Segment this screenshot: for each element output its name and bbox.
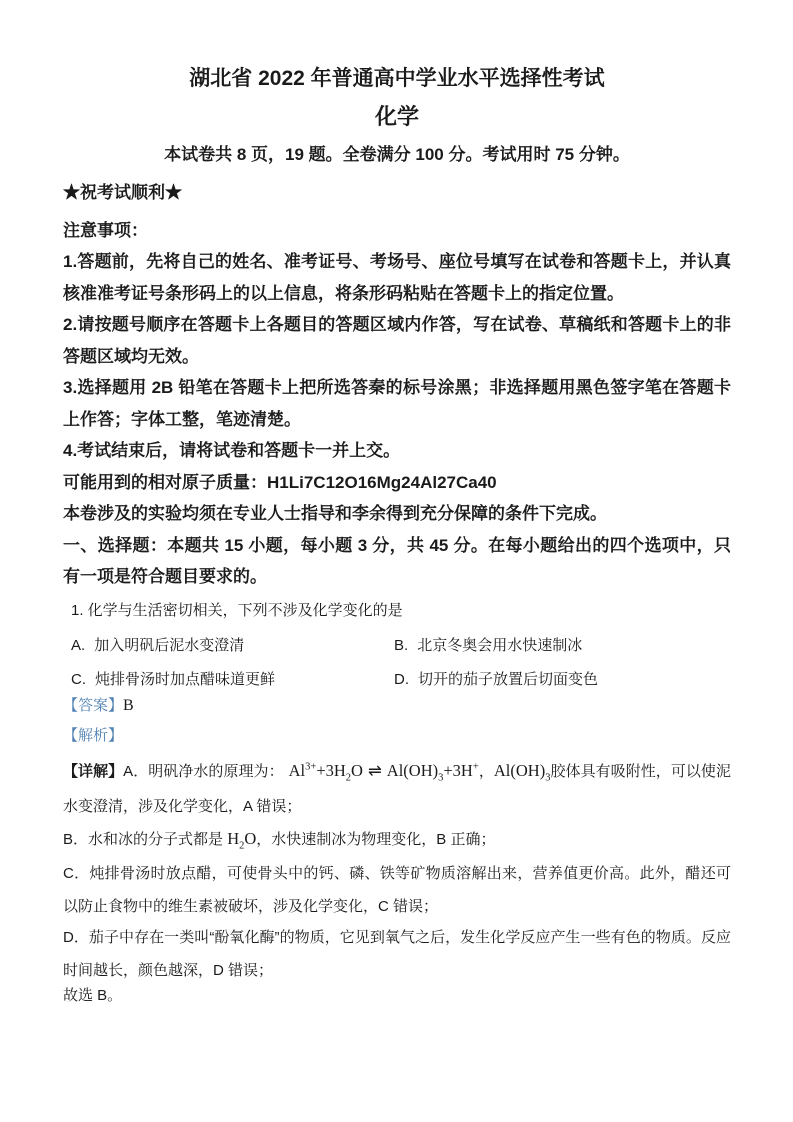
notice-item-1: 1.答题前，先将自己的姓名、准考证号、考场号、座位号填写在试卷和答题卡上，并认真核准准考证号条形码上的以上信息，将条形码粘贴在答题卡上的指定位置。: [63, 252, 731, 303]
option-d: [394, 663, 731, 697]
option-b: [394, 629, 731, 663]
detail-b-lead: B．水和冰的分子式都是: [63, 830, 228, 848]
notice-heading: 注意事项：: [63, 221, 148, 240]
detail-a-comma: ，: [478, 762, 494, 780]
option-d-label: D.: [394, 670, 409, 688]
chem-equation: $Al^{3+}+3H_2O$ ⇌ $Al(OH)_3+3H^+$: [288, 760, 479, 783]
detail-b-rest: ，水快速制冰为物理变化，B 正确；: [256, 830, 496, 848]
answer-marker: 【答案】: [63, 696, 124, 714]
safety-note: 本卷涉及的实验均须在专业人士指导和李余得到充分保障的条件下完成。: [63, 504, 607, 523]
atomic-mass-note: 可能用到的相对原子质量：H1Li7C12O16Mg24Al27Ca40: [63, 472, 497, 492]
answer-value: B: [123, 696, 134, 714]
option-a: [71, 629, 394, 663]
detail-a-rest: 胶体具有吸附性，可以使泥水变澄清，涉及化学变化，A 错误；: [63, 762, 731, 815]
detail-a-lead: A．明矾净水的原理为：: [123, 762, 284, 780]
notice-item-3: 3.选择题用 2B 铅笔在答题卡上把所选答秦的标号涂黑；非选择题用黑色签字笔在答题卡上作答；字体工整，笔迹清楚。: [63, 378, 731, 429]
notice-item-2: 2.请按题号顺序在答题卡上各题目的答题区域内作答，写在试卷、草稿纸和答题卡上的非答题区域均无效。: [63, 315, 731, 366]
option-c-text: 炖排骨汤时加点醋味道更鲜: [95, 670, 276, 688]
question-1: [63, 593, 731, 697]
option-a-text: 加入明矾后泥水变澄清: [94, 636, 245, 654]
detail-marker: 【详解】: [63, 762, 124, 780]
equilibrium-arrow: ⇌: [367, 760, 382, 780]
option-d-text: 切开的茄子放置后切面变色: [418, 670, 599, 688]
exam-wish: ★祝考试顺利★: [63, 183, 182, 202]
page-content: [63, 66, 731, 1012]
detail-paragraph-a: [63, 753, 731, 824]
option-a-label: A.: [71, 636, 86, 654]
conclusion-line: 故选 B。: [63, 986, 123, 1004]
exam-subject: 化学: [374, 104, 419, 129]
options-grid: [63, 629, 731, 697]
notice-item-4: 4.考试结束后，请将试卷和答题卡一并上交。: [63, 441, 401, 460]
option-b-label: B.: [394, 636, 409, 654]
analysis-marker: 【解析】: [63, 726, 124, 744]
detail-paragraph-d: D．茄子中存在一类叫“酚氧化酶”的物质，它见到氧气之后，发生化学反应产生一些有色的物质。反应时间越长，颜色越深，D 错误；: [63, 928, 731, 979]
chem-formula-aloh3: $Al(OH)_3$: [493, 760, 551, 783]
option-b-text: 北京冬奥会用水快速制冰: [417, 636, 583, 654]
option-c-label: C.: [71, 670, 86, 688]
analysis-line: [63, 721, 731, 751]
question-stem: 1. 化学与生活密切相关，下列不涉及化学变化的是: [71, 601, 403, 619]
exam-title: 湖北省 2022 年普通高中学业水平选择性考试: [189, 67, 605, 90]
detail-paragraph-c: C．炖排骨汤时放点醋，可使骨头中的钙、磷、铁等矿物质溶解出来，营养值更价高。此外，醋还可以防止食物中的维生素被破坏，涉及化学变化，C 错误；: [63, 864, 731, 915]
exam-info: 本试卷共 8 页，19 题。全卷满分 100 分。考试用时 75 分钟。: [164, 145, 630, 164]
detail-paragraph-b: [63, 821, 731, 857]
chem-formula-h2o: $H_2O$: [227, 828, 257, 851]
section-heading: 一、选择题：本题共 15 小题，每小题 3 分，共 45 分。在每小题给出的四个选项中，只有一项是符合题目要求的。: [63, 535, 731, 586]
